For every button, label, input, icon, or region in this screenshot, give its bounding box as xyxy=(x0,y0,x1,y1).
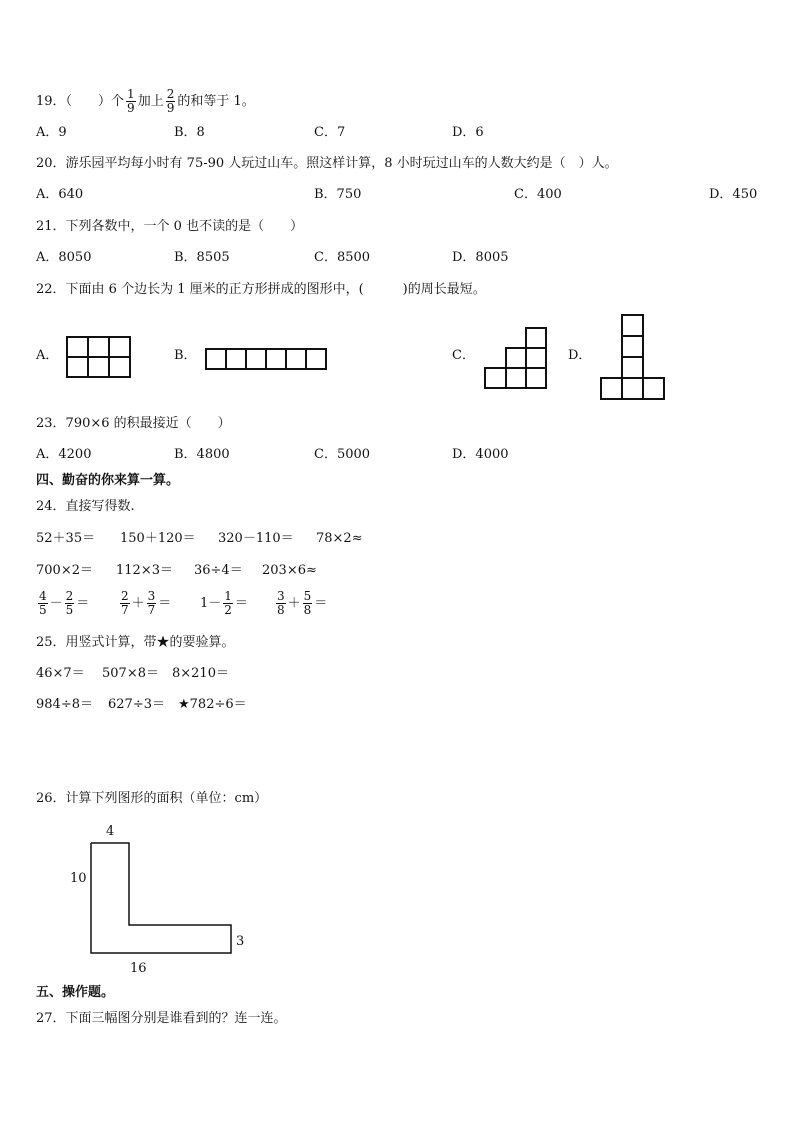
q24-item: 700×2＝ xyxy=(36,563,93,578)
q23-option-c[interactable]: C．5000 xyxy=(314,447,371,462)
q24-item: 203×6≈ xyxy=(262,563,317,578)
q21-option-c[interactable]: C．8500 xyxy=(314,250,371,265)
q25-item: 627÷3＝ xyxy=(108,697,165,712)
q19-option-c[interactable]: C．7 xyxy=(314,125,346,140)
q24-fraction-item: $\frac{2}{7}$ ＋ $\frac{3}{7}$ ＝ xyxy=(121,589,172,617)
q22-option-a[interactable]: A． xyxy=(36,348,59,363)
q20-option-a[interactable]: A．640 xyxy=(36,187,84,202)
q19-prefix: 19．（ ）个 xyxy=(36,94,125,109)
q24-item: 36÷4＝ xyxy=(194,563,243,578)
question-23: 23．790×6 的积最接近（ ） xyxy=(36,416,231,431)
q22-option-d[interactable]: D． xyxy=(568,348,592,363)
q24-item: 112×3＝ xyxy=(116,563,173,578)
q25-item: 507×8＝ xyxy=(102,666,159,681)
q24-fraction-item: $\frac{4}{5}$ － $\frac{2}{5}$ ＝ xyxy=(39,589,90,617)
q22-shape-d xyxy=(600,314,666,400)
question-26: 26．计算下列图形的面积（单位：cm） xyxy=(36,791,268,806)
question-22: 22．下面由 6 个边长为 1 厘米的正方形拼成的图形中，( )的周长最短。 xyxy=(36,282,486,297)
section-5-heading: 五、操作题。 xyxy=(36,985,115,1000)
q25-item: 8×210＝ xyxy=(172,666,229,681)
q22-shape-c xyxy=(484,327,548,390)
q22-shape-a xyxy=(66,336,132,378)
q19-fraction-2: $\frac{2}{9}$ xyxy=(166,87,175,115)
q19-mid: 加上 xyxy=(137,94,164,109)
q19-option-b[interactable]: B．8 xyxy=(174,125,205,140)
q21-option-a[interactable]: A．8050 xyxy=(36,250,92,265)
q19-option-d[interactable]: D．6 xyxy=(452,125,484,140)
q21-option-b[interactable]: B．8505 xyxy=(174,250,230,265)
question-19 xyxy=(36,88,255,115)
q20-option-b[interactable]: B．750 xyxy=(314,187,362,202)
q24-item: 320－110＝ xyxy=(218,531,294,546)
question-27: 27．下面三幅图分别是谁看到的？连一连。 xyxy=(36,1011,287,1026)
q19-option-a[interactable]: A．9 xyxy=(36,125,67,140)
q24-fraction-item: 1－ $\frac{1}{2}$ ＝ xyxy=(200,589,248,617)
q26-label-right: 3 xyxy=(236,934,245,949)
q20-option-d[interactable]: D．450 xyxy=(709,187,758,202)
q22-option-c[interactable]: C． xyxy=(452,348,475,363)
q25-item: 984÷8＝ xyxy=(36,697,93,712)
q26-label-top: 4 xyxy=(106,824,115,839)
question-21: 21．下列各数中，一个 0 也不读的是（ ） xyxy=(36,219,304,234)
q24-item: 52＋35＝ xyxy=(36,531,96,546)
question-25: 25．用竖式计算，带★的要验算。 xyxy=(36,635,235,650)
q22-option-b[interactable]: B． xyxy=(174,348,197,363)
q22-shape-b xyxy=(205,348,329,370)
q26-label-bottom: 16 xyxy=(130,961,147,976)
q19-fraction-1: $\frac{1}{9}$ xyxy=(127,87,135,115)
q25-item: ★782÷6＝ xyxy=(178,697,247,712)
question-20: 20．游乐园平均每小时有 75-90 人玩过山车。照这样计算，8 小时玩过山车的人数大约是（ ）人。 xyxy=(36,156,618,171)
q19-suffix: 的和等于 1。 xyxy=(177,94,255,109)
section-4-heading: 四、勤奋的你来算一算。 xyxy=(36,473,180,488)
q23-option-d[interactable]: D．4000 xyxy=(452,447,509,462)
q23-option-a[interactable]: A．4200 xyxy=(36,447,92,462)
q24-item: 78×2≈ xyxy=(316,531,363,546)
q23-option-b[interactable]: B．4800 xyxy=(174,447,230,462)
q25-item: 46×7＝ xyxy=(36,666,85,681)
q26-l-shape-figure xyxy=(60,820,260,980)
q24-item: 150＋120＝ xyxy=(120,531,196,546)
q20-option-c[interactable]: C．400 xyxy=(514,187,562,202)
question-24: 24．直接写得数. xyxy=(36,499,135,514)
q21-option-d[interactable]: D．8005 xyxy=(452,250,509,265)
q26-label-left: 10 xyxy=(70,871,87,886)
q24-fraction-item: $\frac{3}{8}$ ＋ $\frac{5}{8}$ ＝ xyxy=(277,589,328,617)
